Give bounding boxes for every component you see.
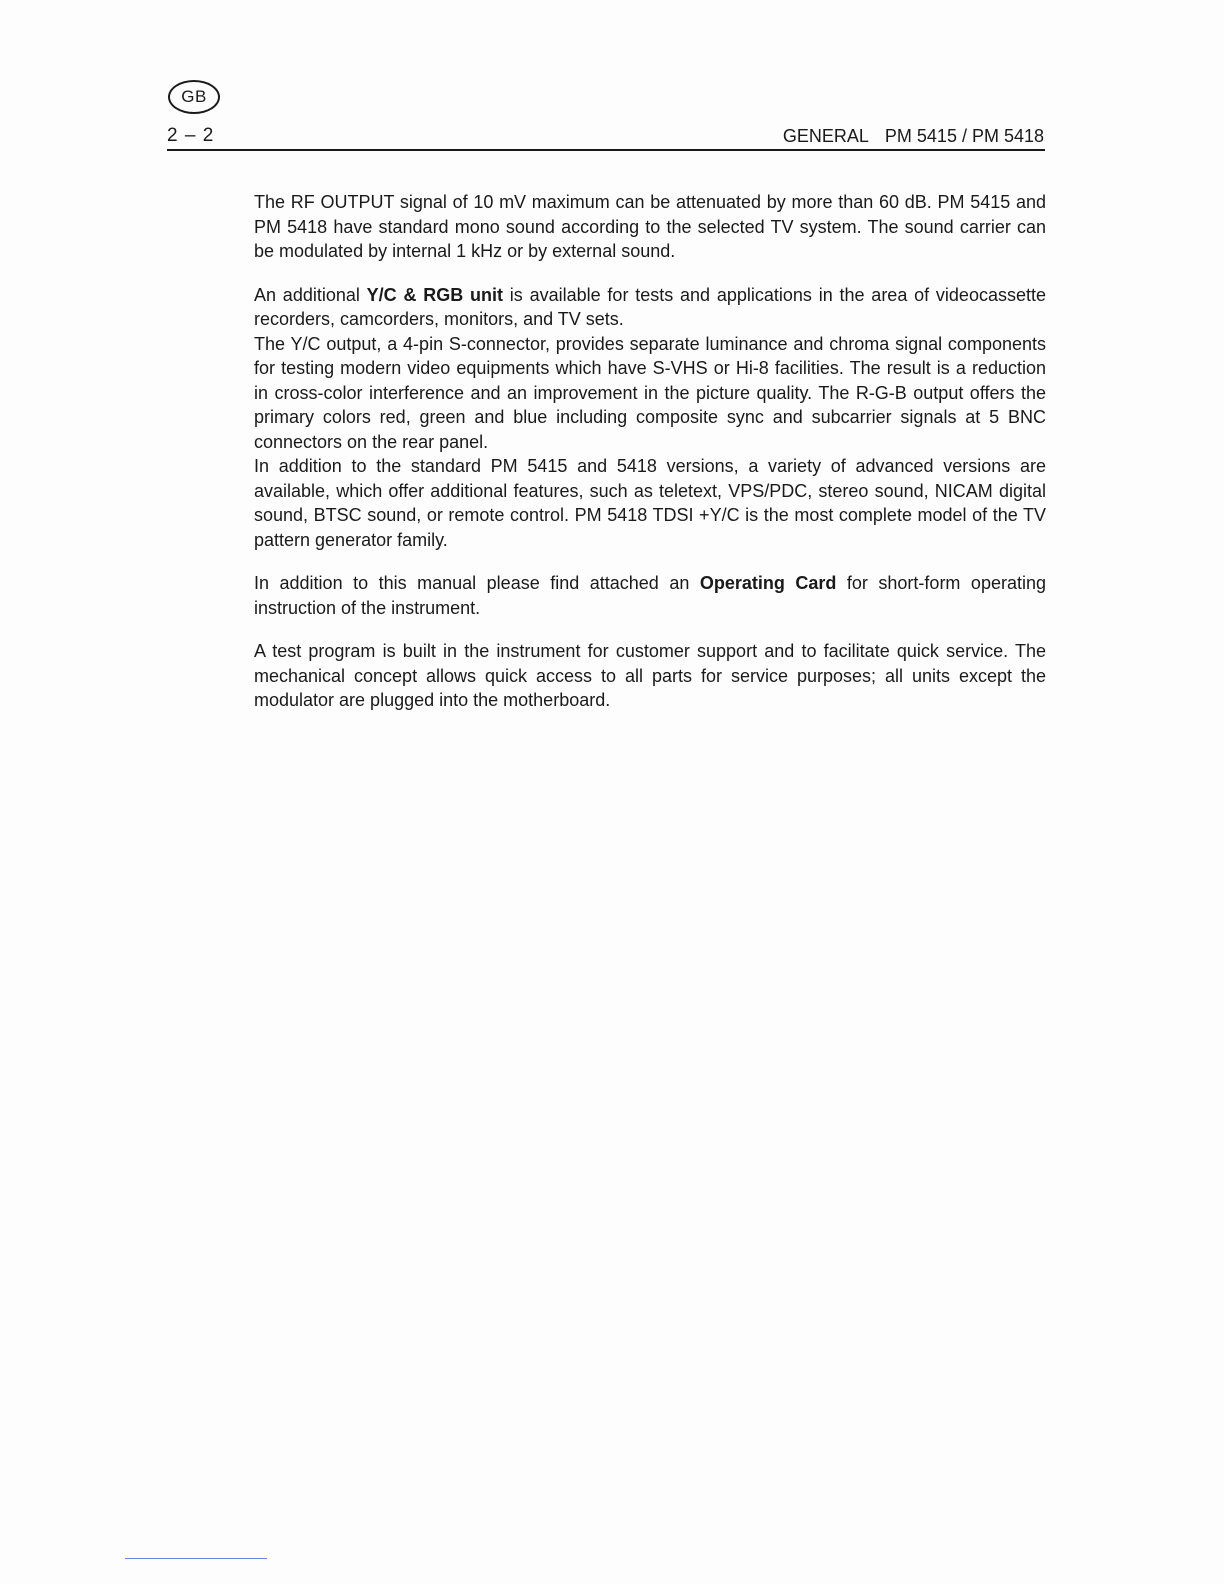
body-text bbox=[254, 190, 1046, 732]
section-title: GENERAL bbox=[782, 126, 869, 146]
paragraph-yc-rgb-unit bbox=[254, 283, 1046, 332]
page-number: 2 – 2 bbox=[167, 125, 215, 146]
language-badge bbox=[168, 80, 220, 114]
running-header bbox=[783, 126, 1044, 147]
paragraph-advanced-versions: In addition to the standard PM 5415 and 5418 versions, a variety of advanced versions are available, which offer additional features, such as teletext, VPS/PDC, stereo sound, NICAM digital sound, BTSC sound, or remote control. PM 5418 TDSI +Y/C is the most complete model of the TV pattern generator family. bbox=[254, 456, 1046, 550]
emphasis-operating-card: Operating Card bbox=[699, 573, 837, 593]
paragraph-text: for short-form operating instruction of the instrument. bbox=[254, 573, 1046, 618]
paragraph-text: An additional bbox=[254, 284, 367, 305]
paragraph-rf-output: The RF OUTPUT signal of 10 mV maximum can be attenuated by more than 60 dB. PM 5415 and PM 5418 have standard mono sound according to the selected TV system. The sound carrier can be modulated by internal 1 kHz or by external sound. bbox=[254, 192, 1046, 261]
paragraph-text: is available for tests and applications in the area of videocassette recorders, camcorders, monitors, and TV sets. bbox=[254, 284, 1046, 329]
emphasis-yc-rgb-unit: Y/C & RGB unit bbox=[366, 284, 504, 305]
footer-mark bbox=[125, 1558, 267, 1559]
paragraph-test-program: A test program is built in the instrument for customer support and to facilitate quick service. The mechanical concept allows quick access to all parts for service purposes; all units except the modulator are plugged into the motherboard. bbox=[254, 641, 1046, 710]
language-badge-label: GB bbox=[181, 87, 207, 106]
header-rule bbox=[167, 149, 1045, 151]
model-title: PM 5415 / PM 5418 bbox=[884, 126, 1044, 146]
paragraph-yc-output: The Y/C output, a 4-pin S-connector, provides separate luminance and chroma signal components for testing modern video equipments which have S-VHS or Hi-8 facilities. The result is a reduction in cross-color interference and an improvement in the picture quality. The R-G-B output offers the primary colors red, green and blue including composite sync and subcarrier signals at 5 BNC connectors on the rear panel. bbox=[254, 333, 1046, 452]
paragraph-text: In addition to this manual please find attached an bbox=[254, 573, 700, 593]
paragraph-operating-card bbox=[254, 571, 1046, 620]
